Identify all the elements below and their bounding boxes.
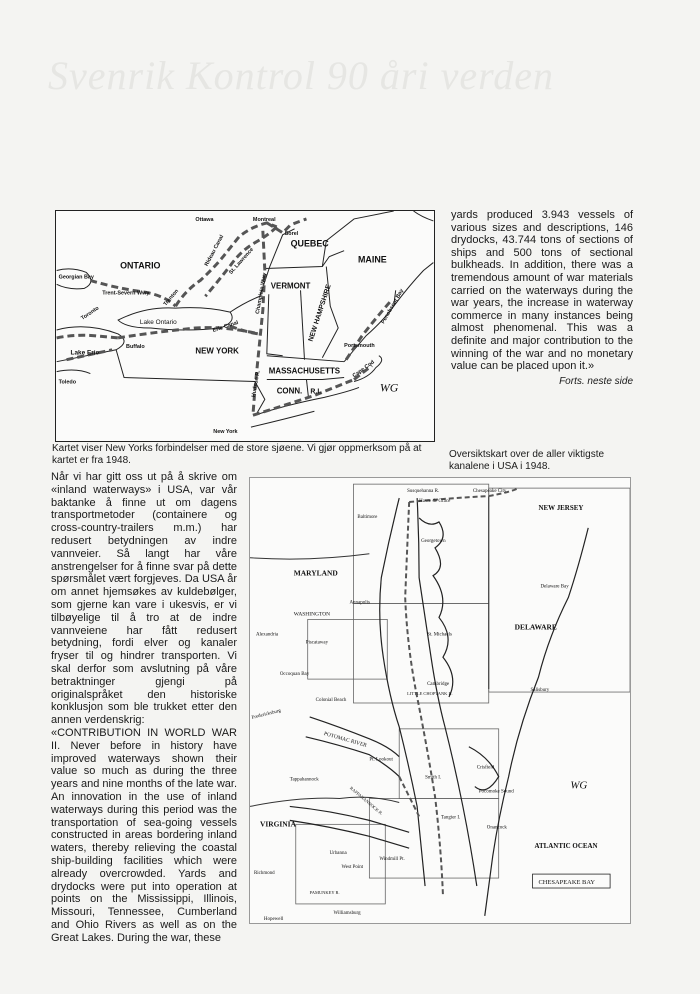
label-hudson-r: Hudson R. — [250, 369, 262, 398]
label-lake-erie: Lake Erie — [70, 349, 100, 357]
label-little-choptank: LITTLE CHOPTANK R. — [407, 691, 453, 697]
label-occoquan-bay: Occoquan Bay — [279, 672, 310, 678]
label-vermont: VERMONT — [270, 281, 311, 291]
label-baltimore: Baltimore — [357, 514, 378, 520]
label-ri: R.I. — [310, 388, 322, 396]
great-lakes-map — [55, 210, 435, 442]
label-maine: MAINE — [358, 254, 387, 265]
label-trenton: Trenton — [162, 288, 181, 308]
label-cape-cod: Cape Cod — [351, 359, 376, 380]
label-urbanna: Urbanna — [329, 851, 347, 857]
label-toledo: Toledo — [58, 379, 77, 386]
label-fredericksburg: Fredericksburg — [251, 708, 282, 721]
continued-note: Forts. neste side — [559, 375, 633, 387]
right-column-text: yards produced 3.943 vessels of various sizes and descriptions, 146 drydocks, 43.744 tons of sections of ships and 500 tons of sectional bulkheads. In addition, there was a tremendous amount of war materials carried on the waterways during the war years, the increase in waterway commerce in many instances being almost phenomenal. This was a definite and major contribution to the winning of the war and no monetary value can be placed upon it.» — [451, 209, 633, 373]
label-richmond: Richmond — [253, 871, 275, 877]
caption-top: Kartet viser New Yorks forbindelser med de store sjøene. Vi gjør oppmerksom på at kartet er fra 1948. — [52, 443, 422, 466]
ghost-heading: Svenrik Kontrol 90 åri verden — [48, 53, 554, 98]
label-st-michaels: St. Michaels — [427, 632, 452, 638]
label-massachusetts: MASSACHUSETTS — [268, 366, 341, 376]
label-potomac-river: POTOMAC RIVER — [323, 730, 368, 749]
label-onancock: Onancock — [486, 825, 507, 831]
label-annapolis: Annapolis — [349, 600, 370, 606]
label-penobscot-bay: Penobscot Bay — [380, 287, 406, 326]
left-paragraph-1: Når vi har gitt oss ut på å skrive om «inland waterways» i USA, var vår baktanke å finne ut om dagens transportmetoder (containere og cross-country-trailers m.m.) har redusert betydningen av indre vannveier. Så langt har våre anstrengelser for å finne svar på dette spørsmålet vært forgjeves. Da USA år om annet hjemsøkes av kuldebølger, som gjerne kan vare i ukesvis, er vi tilbøyelige til å tro at de indre vannveiene har fått redusert betydning, fordi elver og kanaler fryser til og hindrer transporten. Vi skal derfor som avslutning på våre betraktninger gjengi på originalspråket den historiske konklusjon som ble trukket etter den annen verdenskrig: — [51, 471, 237, 727]
label-windmill-pt: Windmill Pt. — [379, 857, 405, 863]
label-chesapeake-bay: CHESAPEAKE BAY — [538, 879, 596, 887]
label-tappahannock: Tappahannock — [289, 777, 319, 783]
chesapeake-map — [249, 477, 631, 924]
caption-bottom: Oversiktskart over de aller viktigste kanalene i USA i 1948. — [449, 449, 605, 472]
label-west-point: West Point — [341, 865, 364, 871]
label-st-lawrence: St. Lawrence — [228, 246, 256, 276]
label-pt-lookout: Pt. Lookout — [369, 757, 393, 763]
label-buffalo: Buffalo — [126, 343, 145, 350]
label-georgetown: Georgetown — [421, 538, 446, 544]
label-alexandria: Alexandria — [255, 632, 279, 638]
label-maryland: MARYLAND — [293, 568, 338, 578]
label-virginia: VIRGINIA — [259, 819, 296, 829]
label-smith-i: Smith I. — [425, 775, 442, 781]
label-sorel: Sorel — [284, 230, 299, 237]
map-bottom-signature: WG — [570, 779, 588, 792]
label-washington: WASHINGTON — [293, 611, 331, 618]
label-salisbury: Salisbury — [530, 688, 550, 694]
label-ottawa: Ottawa — [195, 216, 214, 223]
label-rideau-canal: Rideau Canal — [203, 234, 226, 268]
label-quebec: QUEBEC — [290, 238, 329, 249]
label-new-hampshire: NEW HAMPSHIRE — [307, 283, 333, 343]
label-pamunkey-r: PAMUNKEY R. — [309, 889, 340, 895]
right-column — [451, 209, 633, 388]
label-champlain-wwy: Champlain Wwy — [254, 272, 269, 315]
label-trent-severn: Trent-Severn Wwy — [102, 290, 150, 297]
label-georgian-bay: Georgian Bay — [58, 274, 94, 281]
label-piscataway: Piscataway — [305, 640, 329, 646]
label-portsmouth: Portsmouth — [344, 342, 375, 349]
label-toronto: Toronto — [80, 305, 101, 322]
label-new-york: NEW YORK — [195, 346, 239, 356]
left-paragraph-2: «CONTRIBUTION IN WORLD WAR II. Never before in history have improved waterways shown their value so much as during the three years and nine months of the late war. An innovation in the use of inland waterways during this period was the transportation of sea-going vessels constructed in areas bordering inland waters, thereby relieving the coastal ship-building facilities which were already overcrowded. Yards and drydocks were put into operation at points on the Mississippi, Illinois, Missouri, Tennessee, Cumberland and Ohio Rivers as well as on the Great Lakes. During the war, these — [51, 726, 237, 944]
label-cambridge: Cambridge — [427, 682, 450, 688]
map-top-signature: WG — [379, 380, 399, 395]
label-conn: CONN. — [276, 386, 303, 396]
label-lake-ontario: Lake Ontario — [139, 319, 177, 327]
label-williamsburg: Williamsburg — [333, 910, 361, 916]
label-chesapeake-city: Chesapeake City — [472, 489, 507, 495]
label-susquehanna-r: Susquehanna R. — [407, 489, 440, 495]
label-atlantic-ocean: ATLANTIC OCEAN — [534, 842, 598, 851]
label-erie-canal: Erie Canal — [212, 319, 240, 334]
great-lakes-map-graphic — [56, 211, 434, 441]
chesapeake-map-graphic — [250, 478, 630, 923]
left-column — [51, 471, 237, 944]
label-new-jersey: NEW JERSEY — [538, 504, 584, 513]
label-montreal: Montreal — [252, 216, 276, 223]
label-havre-de-grace: Havre de Grace — [419, 499, 451, 505]
label-hopewell: Hopewell — [263, 916, 284, 922]
label-crisfield: Crisfield — [476, 765, 495, 771]
label-ontario: ONTARIO — [120, 260, 161, 271]
label-tangier-i: Tangier I. — [440, 815, 461, 821]
label-rappahannock-r: RAPPAHANNOCK R. — [348, 785, 384, 817]
label-delaware: DELAWARE — [514, 622, 557, 632]
label-delaware-bay: Delaware Bay — [540, 584, 569, 590]
label-new-york-city: New York — [213, 429, 238, 436]
label-colonial-beach: Colonial Beach — [315, 697, 347, 703]
label-pocomoke-sound: Pocomoke Sound — [478, 789, 514, 795]
